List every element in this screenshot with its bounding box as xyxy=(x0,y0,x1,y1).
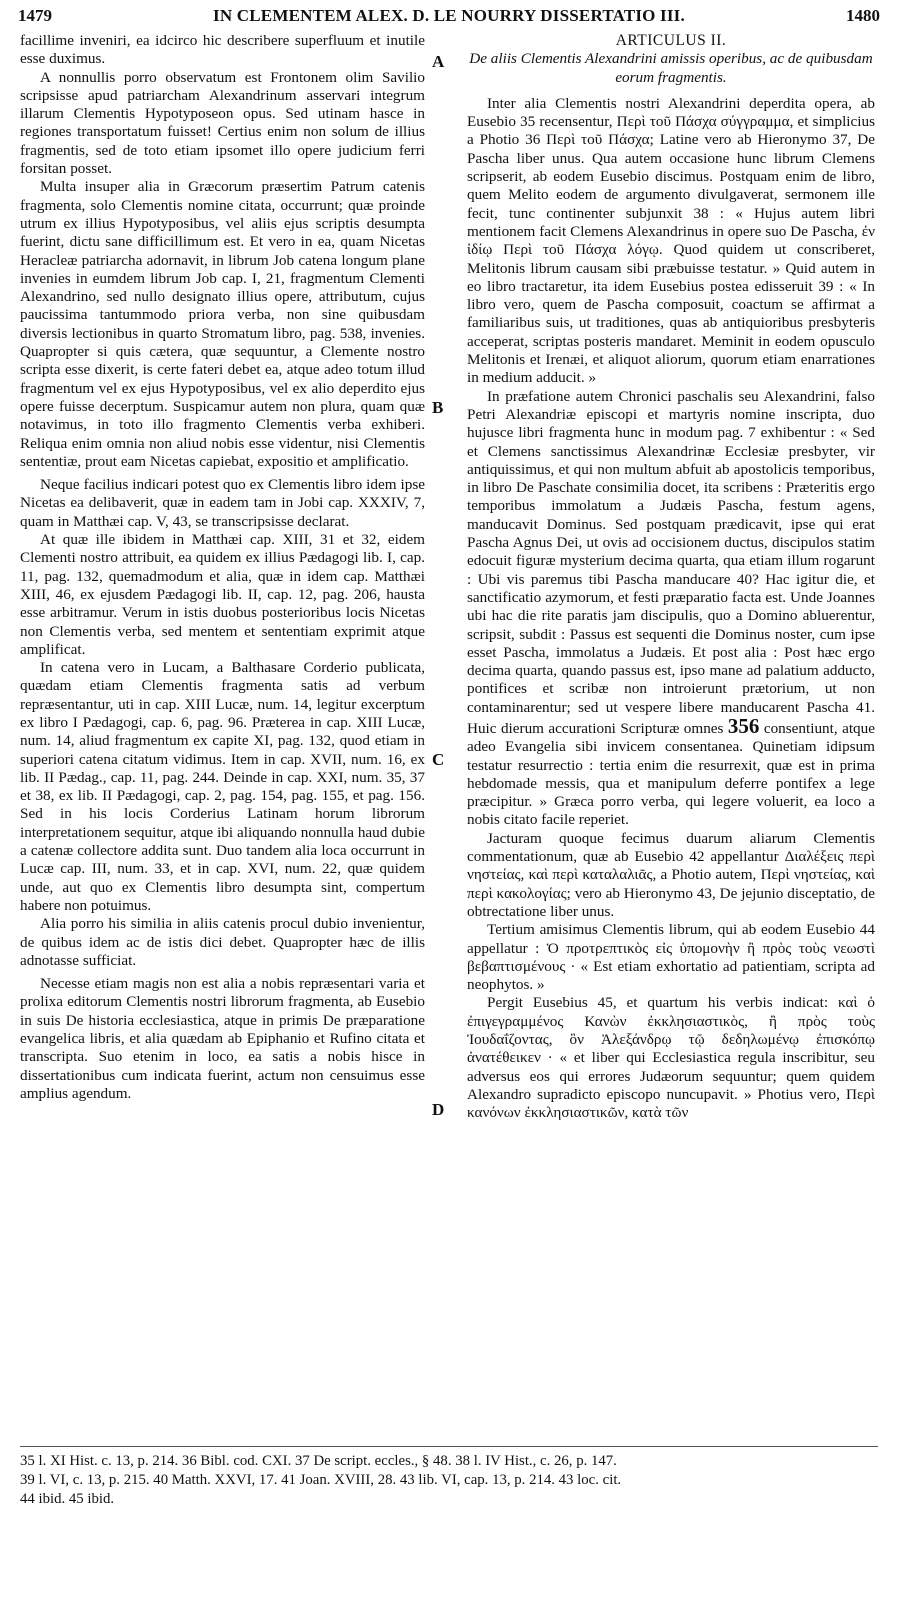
left-paragraph-7: Alia porro his similia in aliis catenis procul dubio invenientur, de quibus idem ac de istis dici debet. Quapropter hæc de illis adnotasse sufficiat. xyxy=(20,915,425,969)
running-header xyxy=(18,6,880,28)
right-paragraph-2 xyxy=(467,388,875,830)
footnote-line-1: 35 l. XI Hist. c. 13, p. 214. 36 Bibl. cod. CXI. 37 De script. eccles., § 48. 38 l. IV Hist., c. 26, p. 147. xyxy=(20,1453,617,1469)
right-column xyxy=(467,32,875,1123)
left-paragraph-2: A nonnullis porro observatum est Frontonem olim Savilio scripsisse apud patriarcham Alexandrinum asservari integrum illarum Clementis Hypotyposeon opus. Sed utinam hasce in regiones transportatum fuisset! Certius enim non solum de illius fragmentis, sed de toto etiam ipsomet illo opere judicium ferri forsitan posset. xyxy=(20,68,425,178)
left-paragraph-6: In catena vero in Lucam, a Balthasare Corderio publicata, quædam etiam Clementis fragmenta satis ad verbum repræsentantur, uti in cap. XIII Lucæ, num. 14, legitur excerptum ex libro I Pædagogi, cap. 6, pag. 96. Præterea in cap. XIII Lucæ, num. 14, aliud fragmentum ex capite XI, pag. 132, quod etiam in superiori catena citatum vidimus. Item in cap. XVII, num. 16, ex lib. II Pædag., cap. 11, pag. 244. Deinde in cap. XXI, num. 35, 37 et 38, ex lib. II Pædagogi, cap. 2, pag. 154, pag. 155, et pag. 156. Sed in his locis Corderius Latinam horum librorum interpretationem sequitur, atque ibi aliquando nonnulla haud dubie a catenæ collectore addita sunt. Duo tandem alia loca occurrunt in Lucæ cap. III, num. 33, et in cap. XVI, num. 22, quæ quidem unde, aut quo ex Clementis libro desumpta sint, compertum habere non potuimus. xyxy=(20,659,425,914)
left-paragraph-3: Multa insuper alia in Græcorum præsertim Patrum catenis fragmenta, solo Clementis nomine citata, occurrunt; quæ proinde utrum ex illius Hypotyposibus, vel aliis ejus scriptis desumpta fuerint, dictu sane difficillimum est. Et vero in ea, quam Nicetas Heracleæ patriarcha adornavit, in librum Job catena longum plane invenies in eumdem librum Job cap. I, 21, fragmentum Clementi Alexandrino, sed nullo designato illius opere, attributum, cujus paucissima tantummodo priora verba, non sine quibusdam diversis lectionibus in quarto Stromatum libro, pag. 538, invenies. Quapropter si quis cætera, quæ sequuntur, a Clemente nostro scripta esse dixerit, is certe fateri debet ea, atque adeo totum illud fragmentum vel ex ejus Hypotyposibus, vel ex alio deperdito ejus opere fuisse decerptum. Suspicamur autem non plura, quam quæ notavimus, in toto illo fragmento Clementis verba exhiberi. Reliqua enim omnia non aliud nobis esse videntur, nisi Clementis sententiæ, prout eam Nicetas capiebat, expositio et amplificatio. xyxy=(20,178,425,470)
right-paragraph-1: Inter alia Clementis nostri Alexandrini deperdita opera, ab Eusebio 35 recensentur, Περὶ τοῦ Πάσχα σύγγραμμα, et simplicius a Photio 36 Περὶ τοῦ Πάσχα; Latine vero ab Hieronymo 37, De Pascha liber unus. Qua autem occasione hunc librum Clemens scripserit, ab eodem Eusebio discimus. Postquam enim de libro, quem Melito eodem de argumento divulgaverat, sermonem ille fecit, tunc continenter subjunxit 38 : « Hujus autem libri mentionem facit Clemens Alexandrinus in opere suo De Pascha, ἐν ἰδίῳ Περὶ τοῦ Πάσχα λόγῳ. Quod quidem ut conscriberet, Melitonis librum causam sibi præbuisse testatur. » Quid autem in eo libro tractaretur, ita idem Eusebius postea edisseruit 39 : « In libro vero, quem de Pascha composuit, coactum se affirmat a familiaribus suis, ut traditiones, quas ab antiquioribus presbyteris acceperat, scriptas posteris mandaret. Meminit in eodem opusculo Melitonis et Irenæi, et aliquot aliorum, quorum etiam enarrationes in medium adducit. » xyxy=(467,94,875,387)
left-paragraph-5: At quæ ille ibidem in Matthæi cap. XIII, 31 et 32, eidem Clementi nostro attribuit, ea quidem ex illius Pædagogi lib. I, cap. 11, pag. 132, quemadmodum et alia, quæ in idem cap. Matthæi XIII, 46, ex ejusdem Pædagogi lib. II, cap. 12, pag. 206, hausta esse arbitramur. Verum in istis duobus posterioribus locis Nicetas non Clementis verba, sed mentem et sententiam exprimit atque amplificat. xyxy=(20,531,425,658)
margin-letter-b: B xyxy=(432,398,444,417)
left-column xyxy=(20,32,425,1103)
margin-letter-d: D xyxy=(432,1100,445,1119)
page-number-left: 1479 xyxy=(18,6,52,25)
right-paragraph-2-part-a: In præfatione autem Chronici paschalis seu Alexandrini, falso Petri Alexandriæ episcopi et martyris nomine inscripta, duo hujusce libri fragmenta hunc in modum pag. 7 exhibentur : « Sed et Clemens sanctissimus Alexandrinæ Ecclesiæ presbyter, vir antiquissimus, et qui non multum abfuit ab apostolicis temporibus, in libro De Paschate consimilia docet, ita scribens : Præteritis ergo temporibus immolatum a Judæis Pascha, festum agens, manducavit Dominus. Sed postquam prædicavit, ipse qui erat Pascha Agnus Dei, ut ovis ad occisionem ductus, discipulos statim edocuit figuræ mysterium decima quarta, qua etiam illum rogarunt : Ubi vis paremus tibi Pascha manducare 40? Hac igitur die, et sanctificatio azymorum, et festi præparatio facta est. Unde Joannes ubi hac die rite paratis jam discipulis, quo a Domino abluerentur, scripsit, subdit : Passus est sequenti die Dominus noster, cum ipse esset Pascha, immolatus a Judæis. Et post alia : Post hæc ergo decima quarta, quando passus est, ipso mane ad palatium adducto, pontifices et scribæ non introierunt prætorium, ut non contaminarentur; sed ut vespere libere manducarent Pascha 41. Huic dierum accurationi Scripturæ omnes xyxy=(467,387,875,737)
margin-letter-c: C xyxy=(432,750,445,769)
footnote-line-2: 39 l. VI, c. 13, p. 215. 40 Matth. XXVI, 17. 41 Joan. XVIII, 28. 43 lib. VI, cap. 13, p. 214. 43 loc. cit. xyxy=(20,1472,622,1488)
article-heading: ARTICULUS II. xyxy=(615,32,727,49)
article-subtitle: De aliis Clementis Alexandrini amissis operibus, ac de quibusdam eorum fragmentis. xyxy=(469,50,873,86)
footnote-divider xyxy=(20,1446,878,1447)
running-title: IN CLEMENTEM ALEX. D. LE NOURRY DISSERTATIO III. xyxy=(213,6,685,25)
footnotes xyxy=(20,1452,878,1509)
left-paragraph-1: facillime inveniri, ea idcirco hic describere superfluum et inutile esse duximus. xyxy=(20,32,425,68)
right-paragraph-4: Tertium amisimus Clementis librum, qui ab eodem Eusebio 44 appellatur : Ὁ προτρεπτικὸς εἰς ὑπομονὴν ἢ πρὸς τοὺς νεωστὶ βεβαπτισμένους · « Est etiam exhortatio ad patientiam, scripta ad neophytos. » xyxy=(467,921,875,994)
right-paragraph-5: Pergit Eusebius 45, et quartum his verbis indicat: καὶ ὁ ἐπιγεγραμμένος Κανὼν ἐκκλησιαστικὸς, ἢ πρὸς τοὺς Ἰουδαΐζοντας, ὃν Ἀλεξάνδρῳ τῷ δεδηλωμένῳ ἐπισκόπῳ ἀνατέθεικεν · « et liber qui Ecclesiastica regula inscribitur, seu adversus eos qui errores Judæorum sequuntur; quem quidem Alexandro supradicto episcopo nuncupavit. » Photius vero, Περὶ κανόνων ἐκκλησιαστικῶν, κατὰ τῶν xyxy=(467,994,875,1122)
right-paragraph-3: Jacturam quoque fecimus duarum aliarum Clementis commentationum, quæ ab Eusebio 42 appellantur Διαλέξεις περὶ νηστείας, καὶ περὶ καταλαλιᾶς, a Photio autem, Περὶ νηστείας, καὶ περὶ κακολογίας; vero ab Hieronymo 43, De jejunio disceptatio, de obtrectatione liber unus. xyxy=(467,829,875,920)
footnote-line-3: 44 ibid. 45 ibid. xyxy=(20,1491,115,1507)
left-paragraph-8: Necesse etiam magis non est alia a nobis repræsentari varia et prolixa editorum Clementis nostri librorum fragmenta, ab Eusebio in suis De historia ecclesiastica, atque in primis De præparatione evangelica libris, et alia quædam ab Epiphanio et Rufino citata et transcripta. Suo etenim in loco, ea satis a nobis hisce in dissertationibus cum indicata fuerint, actum non censuimus esse amplius agendum. xyxy=(20,975,425,1102)
column-number: 356 xyxy=(727,713,760,738)
left-paragraph-4: Neque facilius indicari potest quo ex Clementis libro idem ipse Nicetas ea delibaverit, quæ in eadem tam in Jobi cap. XXXIV, 7, quam in Matthæi cap. V, 43, se transcripsisse declarat. xyxy=(20,476,425,530)
margin-letter-a: A xyxy=(432,52,445,71)
page-number-right: 1480 xyxy=(846,6,880,25)
right-paragraph-2-part-b: consentiunt, atque adeo Evangelia sibi invicem consentanea. Quinetiam idipsum testatur resurrectio : tertia enim die resurrexit, quæ est in prima hebdomade messis, qua et manipulum deferre pontifex a lege præcipitur. » Græca porro verba, qui legere voluerit, ea loco a nobis citato facile reperiet. xyxy=(467,719,875,829)
